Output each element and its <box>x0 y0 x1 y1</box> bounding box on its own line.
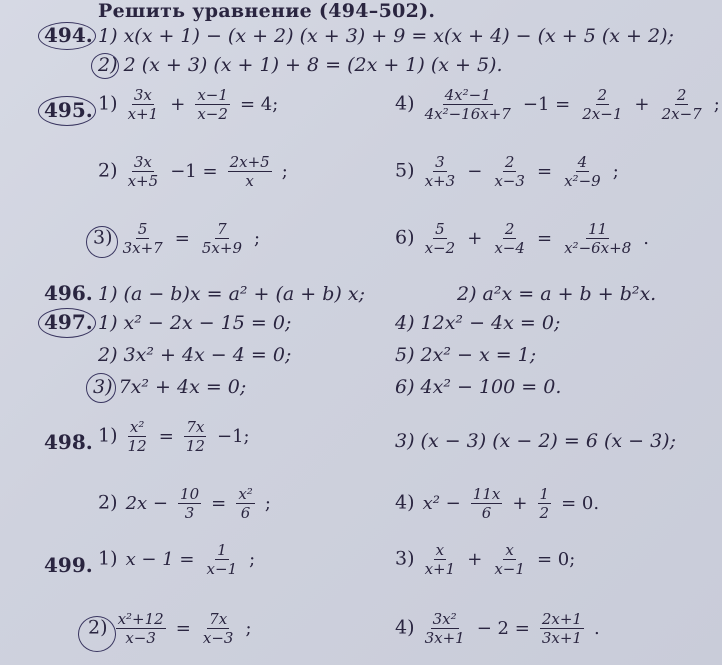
equation-498-3: 3) (x − 3) (x − 2) = 6 (x − 3); <box>395 430 676 452</box>
problem-number-494: 494. <box>44 23 93 47</box>
problem-number-497: 497. <box>44 310 93 334</box>
equation-497-1: 1) x² − 2x − 15 = 0; <box>98 312 292 334</box>
equation-496-1: 1) (a − b)x = a² + (a + b) x; <box>98 283 365 305</box>
equation-499-3: 3) $\frac{x}{x+1}$ + $\frac{x}{x-1}$ = 0; <box>395 541 576 578</box>
equation-497-6: 6) 4x² − 100 = 0. <box>395 376 562 398</box>
problem-number-498: 498. <box>44 430 93 454</box>
equation-498-1: 1) $\frac{\text{x²}}{12}$ = $\frac{7x}{12}$ −1; <box>98 418 250 455</box>
problem-number-496: 496. <box>44 281 93 305</box>
equation-496-2: 2) a²x = a + b + b²x. <box>457 283 657 305</box>
equation-495-6: 6) $\frac{5}{x-2}$ + $\frac{2}{x-4}$ = $\frac{11}{\text{x²−6x+8}}$ . <box>395 220 650 257</box>
equation-495-1: 1) $\frac{3x}{x+1}$ + $\frac{x-1}{x-2}$ = 4; <box>98 86 279 123</box>
equation-499-4: 4) $\frac{\text{3x²}}{3x+1}$ − 2 = $\frac{2x+1}{3x+1}$ . <box>395 610 600 647</box>
section-title: Решить уравнение (494–502). <box>98 0 436 22</box>
problem-number-499: 499. <box>44 553 93 577</box>
equation-497-5: 5) 2x² − x = 1; <box>395 344 537 366</box>
equation-494-2: 2) 2 (x + 3) (x + 1) + 8 = (2x + 1) (x + 5). <box>98 54 503 76</box>
equation-494-1: 1) x(x + 1) − (x + 2) (x + 3) + 9 = x(x + 4) − (x + 5 (x + 2); <box>98 25 674 47</box>
equation-495-4: 4) $\frac{\text{4x²−1}}{\text{4x²−16x+7}}$ −1 = $\frac{2}{2x-1}$ + $\frac{2}{2x-7}$ ; <box>395 86 720 123</box>
equation-497-4: 4) 12x² − 4x = 0; <box>395 312 561 334</box>
equation-495-2: 2) $\frac{3x}{x+5}$ −1 = $\frac{2x+5}{x}$ ; <box>98 153 288 190</box>
equation-497-2: 2) 3x² + 4x − 4 = 0; <box>98 344 292 366</box>
equation-497-3: 3) 7x² + 4x = 0; <box>93 376 247 398</box>
equation-495-3: 3) $\frac{5}{3x+7}$ = $\frac{7}{5x+9}$ ; <box>93 220 261 257</box>
problem-number-495: 495. <box>44 98 93 122</box>
equation-498-2: 2) 2x − $\frac{10}{3}$ = $\frac{\text{x²}}{6}$ ; <box>98 485 271 522</box>
equation-498-4: 4) x² − $\frac{11x}{6}$ + $\frac{1}{2}$ = 0. <box>395 485 600 522</box>
equation-499-2: 2) $\frac{\text{x²+12}}{x-3}$ = $\frac{7x}{x-3}$ ; <box>88 610 252 647</box>
equation-499-1: 1) x − 1 = $\frac{1}{x-1}$ ; <box>98 541 256 578</box>
equation-495-5: 5) $\frac{3}{x+3}$ − $\frac{2}{x-3}$ = $\frac{4}{\text{x²−9}}$ ; <box>395 153 619 190</box>
